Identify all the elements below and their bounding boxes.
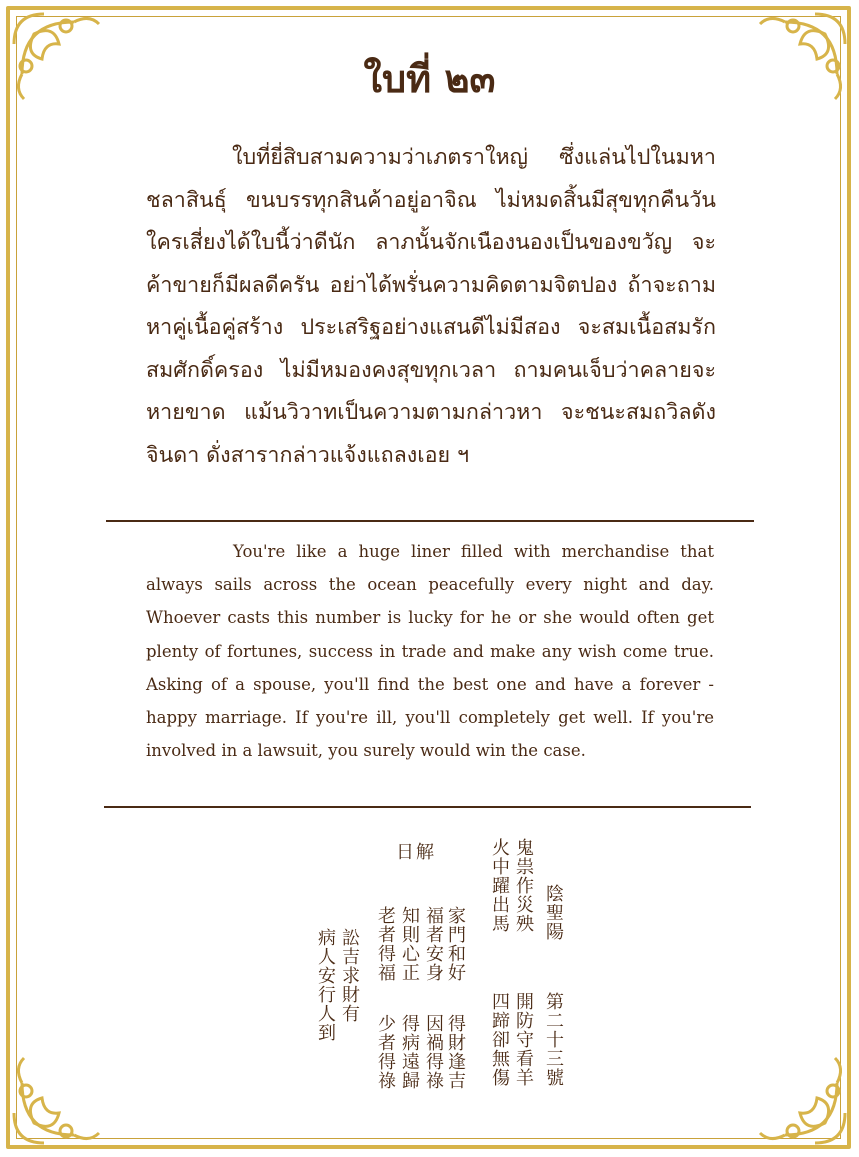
corner-ornament-icon	[4, 1043, 114, 1153]
english-prophecy-text: You're like a huge liner filled with merchandise that always sails across the ocean peacefully every night and day. Whoever casts this number is lucky for he or she would often get plenty of fortunes, success in trade and make any wish come true. Asking of a spouse, you'll find the best one and have a forever - happy marriage. If you're ill, you'll completely get well. If you're involved in a lawsuit, you surely would win the case.	[146, 542, 714, 761]
divider-top	[106, 520, 754, 522]
day-interpretation-label: 日解	[396, 842, 436, 863]
chinese-col-number: 第二十三號	[543, 992, 564, 1087]
chinese-col-7-bottom: 少者得祿	[375, 1014, 396, 1090]
page-title: ใบที่ ๒๓	[363, 57, 496, 101]
chinese-col-2-top: 鬼祟作災殃	[513, 838, 534, 933]
chinese-col-omen: 陰聖陽	[543, 884, 564, 941]
chinese-col-9: 病人安行人到	[315, 928, 336, 1042]
chinese-col-4-bottom: 得財逢吉	[445, 1014, 466, 1090]
chinese-col-6-bottom: 得病遠歸	[399, 1014, 420, 1090]
chinese-col-3-bottom: 四蹄卻無傷	[489, 992, 510, 1087]
chinese-verse-block	[310, 838, 570, 1118]
chinese-col-7-top: 老者得福	[375, 906, 396, 982]
corner-ornament-icon	[745, 1043, 855, 1153]
chinese-col-5-top: 福者安身	[423, 906, 444, 982]
chinese-col-4-top: 家門和好	[445, 906, 466, 982]
chinese-col-3-top: 火中躍出馬	[489, 838, 510, 933]
chinese-col-2-bottom: 開防守看羊	[513, 992, 534, 1087]
thai-prophecy-text: ใบที่ยี่สิบสามความว่าเภตราใหญ่ ซึ่งแล่นไปในมหาชลาสินธุ์ ขนบรรทุกสินค้าอยู่อาจิณ ไม่หมดสิ้นมีสุขทุกคืนวัน ใครเสี่ยงได้ใบนี้ว่าดีนัก ลาภนั้นจักเนืองนองเป็นของขวัญ จะค้าขายก็มีผลดีครัน อย่าได้พรั่นความคิดตามจิตปอง ถ้าจะถามหาคู่เนื้อคู่สร้าง ประเสริฐอย่างแสนดีไม่มีสอง จะสมเนื้อสมรักสมศักดิ์ครอง ไม่มีหมองคงสุขทุกเวลา ถามคนเจ็บว่าคลายจะหายขาด แม้นวิวาทเป็นความตามกล่าวหา จะชนะสมถวิลดังจินดา ดั่งสารากล่าวแจ้งแถลงเอย ฯ	[146, 145, 716, 468]
chinese-col-6-top: 知則心正	[399, 906, 420, 982]
chinese-col-8: 訟吉求財有	[339, 928, 360, 1023]
divider-bottom	[104, 806, 751, 808]
chinese-col-5-bottom: 因禍得祿	[423, 1014, 444, 1090]
